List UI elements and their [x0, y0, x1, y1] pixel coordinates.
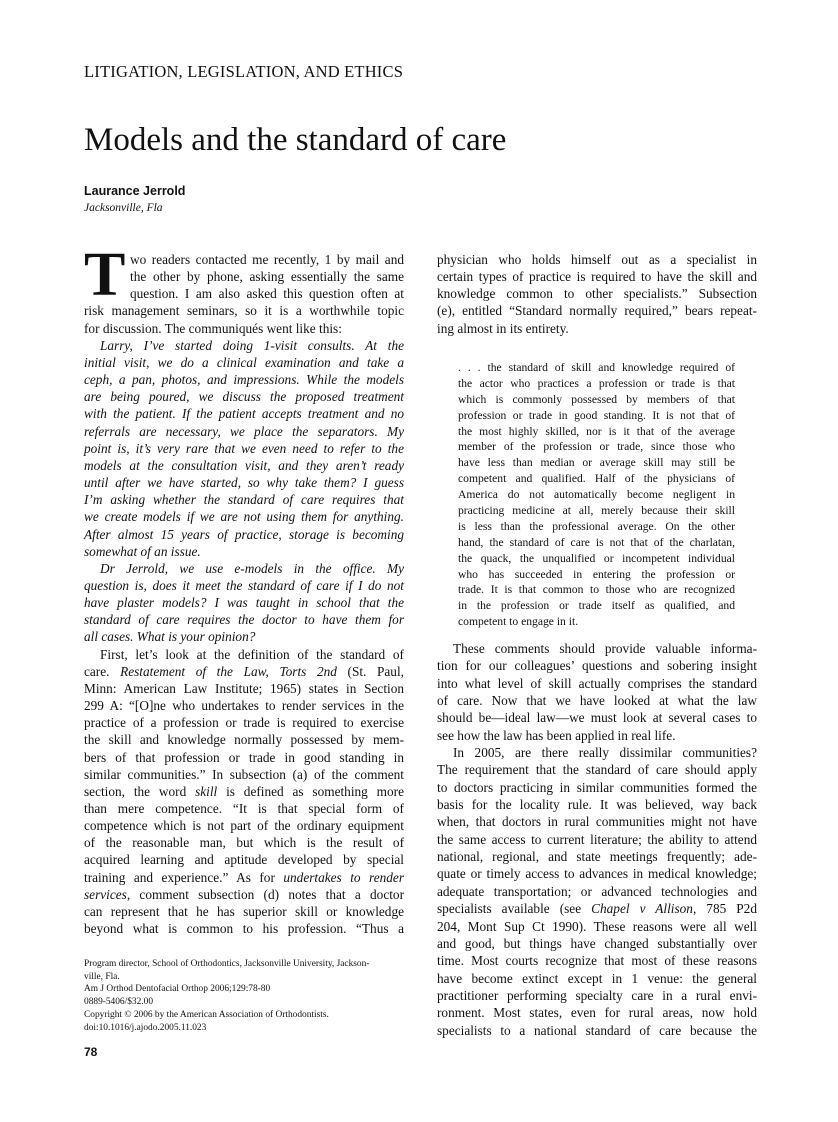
text-line [458, 535, 735, 551]
text-line [84, 508, 404, 525]
text-line [84, 628, 404, 645]
text-line [437, 251, 757, 268]
italic-text: skill [195, 783, 218, 799]
text-segment: , comment subsection (d) notes that a doctor [126, 886, 404, 902]
text-segment: question. I am also asked this question often at [130, 286, 404, 302]
text-segment: of the reasonable man, but which is the result of [84, 835, 404, 851]
text-line [84, 903, 404, 920]
text-line [84, 817, 404, 834]
text-segment: 299 A: “[O]ne who undertakes to render services in the [84, 698, 404, 714]
footnote-affiliation-cont: ville, Fla. [84, 971, 120, 982]
text-line [84, 834, 404, 851]
text-line [84, 594, 404, 611]
text-segment: specialists to a national standard of care because the [437, 1022, 757, 1038]
footnotes [84, 958, 404, 1034]
text-line [84, 851, 404, 868]
text-line [84, 886, 404, 903]
text-segment: can represent that he has superior skill or knowledge [84, 903, 404, 919]
text-line [458, 503, 735, 519]
text-segment: member of the profession or trade, since those who [458, 440, 735, 454]
text-line [84, 526, 404, 543]
text-segment: time. Most courts recognize that most of these reasons [437, 953, 757, 969]
text-segment: training and experience.” As for [84, 869, 284, 885]
text-line [437, 796, 757, 813]
text-line [84, 543, 404, 560]
italic-text: services [84, 886, 127, 902]
text-line [458, 519, 735, 535]
text-segment: Minn: American Law Institute; 1965) states in Section [84, 680, 404, 696]
text-line [458, 392, 735, 408]
text-line [437, 640, 757, 657]
text-line [458, 408, 735, 424]
italic-text: undertakes to render [283, 869, 404, 885]
text-segment: have become extinct except in 1 venue: the general [437, 970, 757, 986]
article-title: Models and the standard of care [84, 122, 507, 158]
italic-text: all cases. What is your opinion? [84, 629, 256, 645]
italic-text: standard of care requires the doctor to have them for [84, 612, 404, 628]
text-line [84, 731, 404, 748]
text-segment: similar communities.” In subsection (a) of the comment [84, 766, 404, 782]
text-line [458, 551, 735, 567]
text-segment: in the profession or trade itself as qualified, and [458, 599, 735, 613]
text-segment: (St. Paul, [336, 663, 404, 679]
text-line [84, 611, 404, 628]
text-segment: competent to engage in it. [458, 615, 579, 629]
italic-text: are being poured, we discuss the proposed treatment [84, 389, 404, 405]
footnote-affiliation: Program director, School of Orthodontics, Jacksonville University, Jackson- [84, 959, 370, 969]
text-segment: section, the word [84, 783, 196, 799]
text-line [458, 487, 735, 503]
italic-text: have plaster models? I was taught in school that the [84, 595, 404, 611]
text-line [437, 935, 757, 952]
text-segment: 204, Mont Sup Ct 1990). These reasons were all well [437, 918, 757, 934]
text-line [84, 920, 404, 937]
text-segment: (e), entitled “Standard normally required,” bears repeat- [437, 303, 757, 319]
text-line [84, 388, 404, 405]
page-number: 78 [84, 1045, 98, 1059]
text-line [437, 865, 757, 882]
left-column [84, 251, 404, 937]
text-segment: the most highly skilled, nor is it that of the average [458, 424, 735, 438]
text-line [437, 813, 757, 830]
text-segment: tion for our colleagues’ questions and sobering insight [437, 658, 757, 674]
text-segment: acquired learning and aptitude developed by special [84, 852, 404, 868]
text-segment: knowledge common to other specialists.” Subsection [437, 286, 757, 302]
text-line [437, 848, 757, 865]
text-segment: for discussion. The communiqués went like this: [84, 320, 342, 336]
text-segment: is defined as something more [217, 783, 404, 799]
right-column-intro [437, 251, 757, 337]
text-line [84, 869, 404, 886]
text-line [437, 692, 757, 709]
text-line [84, 354, 404, 371]
text-line [437, 1004, 757, 1021]
italic-text: After almost 15 years of practice, storage is becoming [84, 526, 404, 542]
italic-text: Chapel v Allison [591, 901, 693, 917]
text-segment: national, regional, and state meetings frequently; ade- [437, 849, 757, 865]
text-line [84, 680, 404, 697]
text-line [458, 439, 735, 455]
text-segment: to doctors practicing in similar communities formed the [437, 779, 757, 795]
text-segment: practice of a profession or trade is required to exercise [84, 715, 404, 731]
text-line [458, 376, 735, 392]
italic-text: I’m asking whether the standard of care requires that [84, 492, 404, 508]
text-segment: into what level of skill actually comprises the standard [437, 675, 757, 691]
text-line [84, 646, 404, 663]
text-line [84, 457, 404, 474]
text-line [437, 831, 757, 848]
footnote-citation: Am J Orthod Dentofacial Orthop 2006;129:78-80 [84, 984, 271, 995]
text-line [458, 360, 735, 376]
text-line [84, 337, 404, 354]
text-line [84, 285, 404, 302]
text-line [84, 766, 404, 783]
text-line [458, 567, 735, 583]
text-line [458, 471, 735, 487]
text-segment: have less than median or average skill may still be [458, 456, 735, 470]
text-segment: The requirement that the standard of care should apply [437, 762, 757, 778]
text-line [458, 582, 735, 598]
text-line [458, 614, 735, 630]
text-segment: competent and qualified. Half of the physicians of [458, 472, 735, 486]
text-line [458, 424, 735, 440]
text-segment: the other by phone, asking essentially the same [130, 269, 404, 285]
text-line [437, 900, 757, 917]
footnote-issn: 0889-5406/$32.00 [84, 997, 154, 1008]
text-segment: see how the law has been applied in real life. [437, 727, 676, 743]
text-line [437, 302, 757, 319]
text-segment: practitioner performing specialty care in a rural envi- [437, 987, 757, 1003]
text-line [84, 474, 404, 491]
text-line [84, 714, 404, 731]
text-line [84, 371, 404, 388]
text-segment: basis for the locality rule. It was believed, way back [437, 797, 757, 813]
text-line [84, 749, 404, 766]
text-line [437, 727, 757, 744]
text-segment: These comments should provide valuable informa- [453, 641, 757, 656]
text-segment: should be—ideal law—we must look at several cases to [437, 710, 757, 726]
footnote-doi: doi:10.1016/j.ajodo.2005.11.023 [84, 1022, 207, 1033]
italic-text: referrals are necessary, we place the separators. My [84, 423, 404, 439]
text-segment: wo readers contacted me recently, 1 by mail and [130, 252, 404, 267]
right-column-body [437, 640, 757, 1039]
text-segment: physician who holds himself out as a specialist in [437, 252, 757, 267]
text-line [84, 268, 404, 285]
text-line [437, 883, 757, 900]
text-segment: . . . the standard of skill and knowledge required of [458, 361, 735, 374]
text-segment: the quack, the unqualified or incompetent individual [458, 551, 735, 565]
section-heading: LITIGATION, LEGISLATION, AND ETHICS [84, 62, 404, 81]
text-line [84, 800, 404, 817]
text-segment: is less than the professional average. On the other [458, 519, 735, 533]
text-line [437, 285, 757, 302]
text-segment: the actor who practices a profession or trade is that [458, 376, 735, 390]
text-line [84, 491, 404, 508]
italic-text: initial visit, we do a clinical examination and take a [84, 354, 404, 370]
text-line [437, 709, 757, 726]
text-segment: of care. Now that we have looked at what the law [437, 693, 757, 709]
italic-text: point is, it’s very rare that we even need to refer to the [84, 440, 404, 456]
text-segment: ronment. Most states, even for rural areas, now hold [437, 1005, 757, 1021]
text-segment: risk management seminars, so it is a worthwhile topic [84, 303, 404, 319]
text-segment: adequate transportation; or advanced technologies and [437, 883, 757, 899]
text-line [84, 251, 404, 268]
text-line [437, 779, 757, 796]
text-segment: the same access to current literature; the ability to attend [437, 831, 757, 847]
text-segment: profession or trade in good standing. It is not that of [458, 408, 735, 422]
text-line [437, 1022, 757, 1039]
text-segment: certain types of practice is required to have the skill and [437, 269, 757, 285]
text-segment: which is commonly possessed by members of that [458, 392, 735, 406]
italic-text: Dr Jerrold, we use e-models in the office. My [100, 560, 404, 576]
text-segment: In 2005, are there really dissimilar communities? [453, 745, 757, 761]
italic-text: somewhat of an issue. [84, 543, 201, 559]
text-segment: ing almost in its entirety. [437, 320, 569, 336]
text-line [437, 744, 757, 761]
text-line [84, 663, 404, 680]
author-affiliation: Jacksonville, Fla [84, 202, 163, 214]
italic-text: question is, does it meet the standard of care if I do not [84, 577, 404, 593]
text-line [437, 268, 757, 285]
text-line [84, 560, 404, 577]
text-line [84, 423, 404, 440]
text-line [84, 440, 404, 457]
text-line [437, 952, 757, 969]
italic-text: with the patient. If the patient accepts treatment and no [84, 406, 404, 422]
italic-text: until after we have started, so why take them? I guess [84, 475, 404, 491]
text-line [437, 320, 757, 337]
text-segment: practicing medicine at all, merely because their skill [458, 504, 735, 518]
author-name: Laurance Jerrold [84, 184, 186, 198]
italic-text: models at the consultation visit, and they aren’t ready [84, 457, 404, 473]
italic-text: Restatement of the Law, Torts 2nd [120, 663, 337, 679]
text-segment: trade. It is that common to those who are recognized [458, 583, 735, 597]
text-segment: bers of that profession or trade in good standing in [84, 749, 404, 765]
text-segment: quate or timely access to advances in medical knowledge; [437, 866, 757, 882]
italic-text: we create models if we are not using them for anything. [84, 509, 404, 525]
text-segment: when, that doctors in rural communities might not have [437, 814, 757, 830]
text-line [437, 987, 757, 1004]
text-segment: the skill and knowledge normally possessed by mem- [84, 732, 404, 748]
drop-cap: T [84, 241, 126, 309]
text-segment: beyond what is common to his profession. “Thus a [84, 921, 404, 937]
text-line [437, 970, 757, 987]
text-line [84, 320, 404, 337]
text-segment: America do not automatically become negligent in [458, 488, 735, 502]
text-segment: care. [84, 663, 121, 679]
italic-text: ceph, a pan, photos, and impressions. While the models [84, 372, 404, 388]
block-quote [458, 360, 735, 630]
text-segment: competence which is not part of the ordinary equipment [84, 818, 404, 834]
text-line [84, 302, 404, 319]
text-line [437, 657, 757, 674]
text-line [84, 697, 404, 714]
text-segment: and good, but things have changed substantially over [437, 935, 757, 951]
text-line [84, 783, 404, 800]
text-segment: than mere competence. “It is that special form of [84, 801, 404, 816]
text-segment: hand, the standard of care is not that of the charlatan, [458, 535, 735, 549]
italic-text: Larry, I’ve started doing 1-visit consults. At the [100, 337, 404, 353]
footnote-copyright: Copyright © 2006 by the American Association of Orthodontists. [84, 1009, 329, 1020]
text-segment: , 785 P2d [692, 901, 757, 917]
text-line [458, 598, 735, 614]
text-line [84, 405, 404, 422]
text-segment: First, let’s look at the definition of the standard of [100, 646, 404, 662]
text-line [437, 918, 757, 935]
text-segment: specialists available (see [437, 901, 592, 917]
text-line [437, 761, 757, 778]
text-line [458, 455, 735, 471]
text-line [84, 577, 404, 594]
text-segment: who has succeeded in entering the profession or [458, 567, 735, 581]
text-line [437, 675, 757, 692]
